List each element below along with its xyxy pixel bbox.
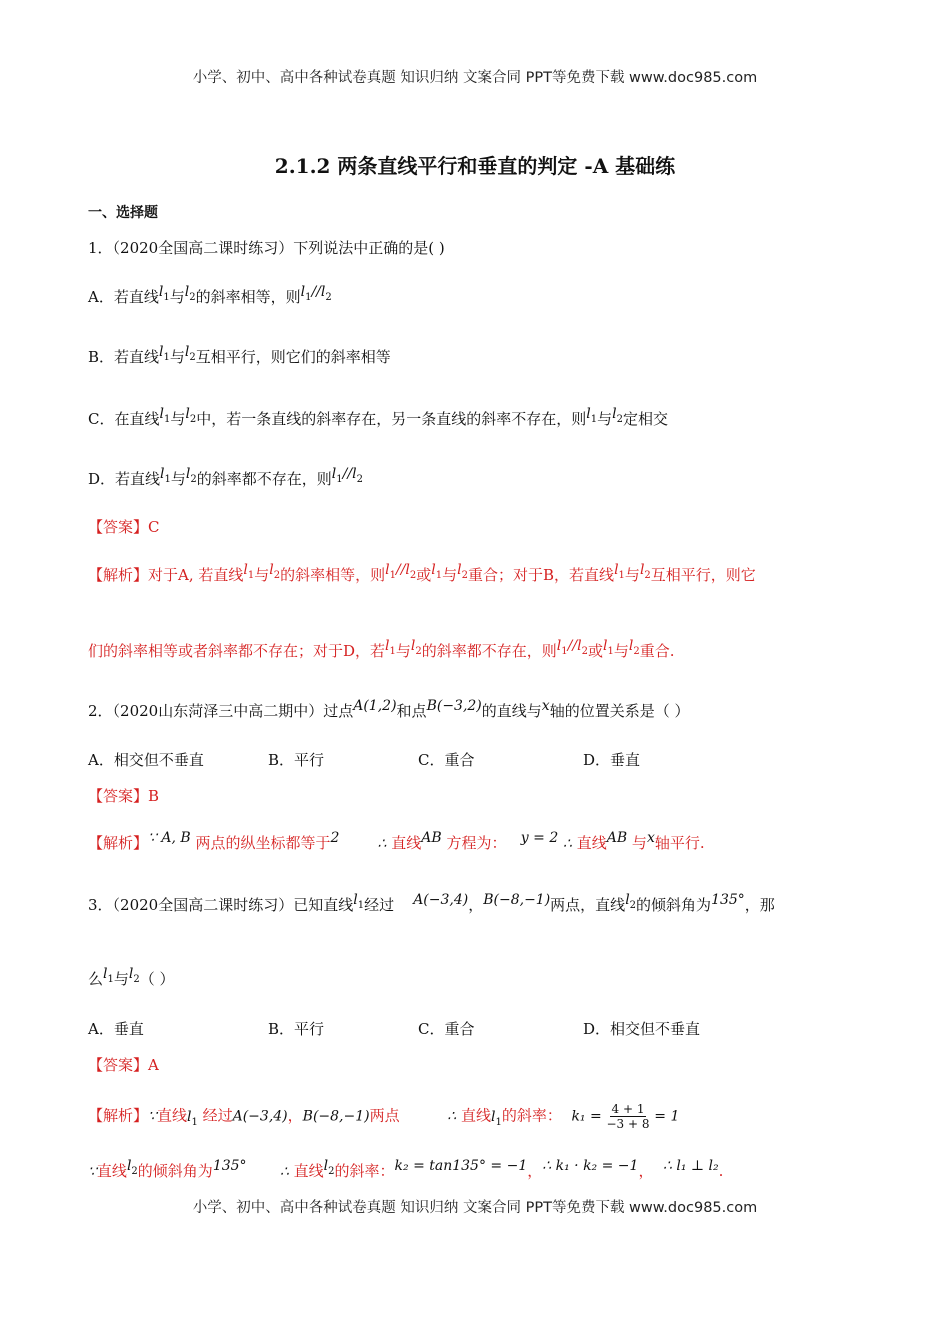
q1-answer: 【答案】C <box>88 518 160 536</box>
q3-explanation-line2: ∵直线$l_2$的倾斜角为135° ∴ 直线$l_2$的斜率：k₂ = tan135° = −1，∴ k₁ · k₂ = −1， ∴ l₁ ⊥ l₂. <box>88 1158 724 1180</box>
q3-options <box>88 1018 700 1040</box>
q2-options <box>88 749 640 771</box>
q2-option-c: C．重合 <box>418 751 475 769</box>
page-footer: 小学、初中、高中各种试卷真题 知识归纳 文案合同 PPT等免费下载 www.doc985.com <box>192 1200 758 1216</box>
q1-stem: 1．（2020全国高二课时练习）下列说法中正确的是( ) <box>88 239 445 257</box>
q3-explanation-line1: 【解析】∵直线$l_1$ 经过A(−3,4)，B(−8,−1)两点 ∴ 直线$l_1$的斜率： k₁ = $\frac{4 + 1}{-3 + 8}$ = 1 <box>88 1102 680 1131</box>
page-header: 小学、初中、高中各种试卷真题 知识归纳 文案合同 PPT等免费下载 www.doc985.com <box>192 70 758 86</box>
q3-stem-line2: 么$l_1$与$l_2$（ ） <box>88 966 175 988</box>
q3-option-d: D．相交但不垂直 <box>583 1020 701 1038</box>
q3-stem-line1: 3．（2020全国高二课时练习）已知直线$l_1$经过 A(−3,4)，B(−8,−1)两点，直线$l_2$的倾斜角为135°，那 <box>88 892 775 914</box>
q2-stem: 2．（2020山东菏泽三中高二期中）过点A(1,2)和点B(−3,2)的直线与x轴的位置关系是（ ） <box>88 698 690 720</box>
q1-option-a: A．若直线$l_1$与$l_2$的斜率相等，则$l_1//l_2$ <box>88 284 332 306</box>
q2-option-b: B．平行 <box>268 751 325 769</box>
q3-option-b: B．平行 <box>268 1020 325 1038</box>
q1-explanation-line2: 们的斜率相等或者斜率都不存在；对于D，若$l_1$与$l_2$的斜率都不存在，则$l_1//l_2$或$l_1$与$l_2$重合. <box>88 638 675 660</box>
q1-option-b: B．若直线$l_1$与$l_2$互相平行，则它们的斜率相等 <box>88 344 391 366</box>
q2-option-d: D．垂直 <box>583 751 641 769</box>
q1-explanation-line1: 【解析】对于A, 若直线$l_1$与$l_2$的斜率相等，则$l_1//l_2$或$l_1$与$l_2$重合；对于B，若直线$l_1$与$l_2$互相平行，则它 <box>88 562 756 584</box>
q2-option-a: A．相交但不垂直 <box>88 751 204 769</box>
q1-option-d: D．若直线$l_1$与$l_2$的斜率都不存在，则$l_1//l_2$ <box>88 466 363 488</box>
q3-option-a: A．垂直 <box>88 1020 144 1038</box>
q3-answer: 【答案】A <box>88 1056 159 1074</box>
q1-option-c: C．在直线$l_1$与$l_2$中，若一条直线的斜率存在，另一条直线的斜率不存在，则$l_1$与$l_2$定相交 <box>88 406 668 428</box>
q3-option-c: C．重合 <box>418 1020 475 1038</box>
page-title: 2.1.2 两条直线平行和垂直的判定 -A 基础练 <box>274 154 676 178</box>
q2-explanation: 【解析】∵ A, B 两点的纵坐标都等于2 ∴ 直线AB 方程为： y = 2 ∴ 直线AB 与x轴平行. <box>88 830 705 852</box>
q2-answer: 【答案】B <box>88 787 160 805</box>
section-heading: 一、选择题 <box>88 205 158 221</box>
